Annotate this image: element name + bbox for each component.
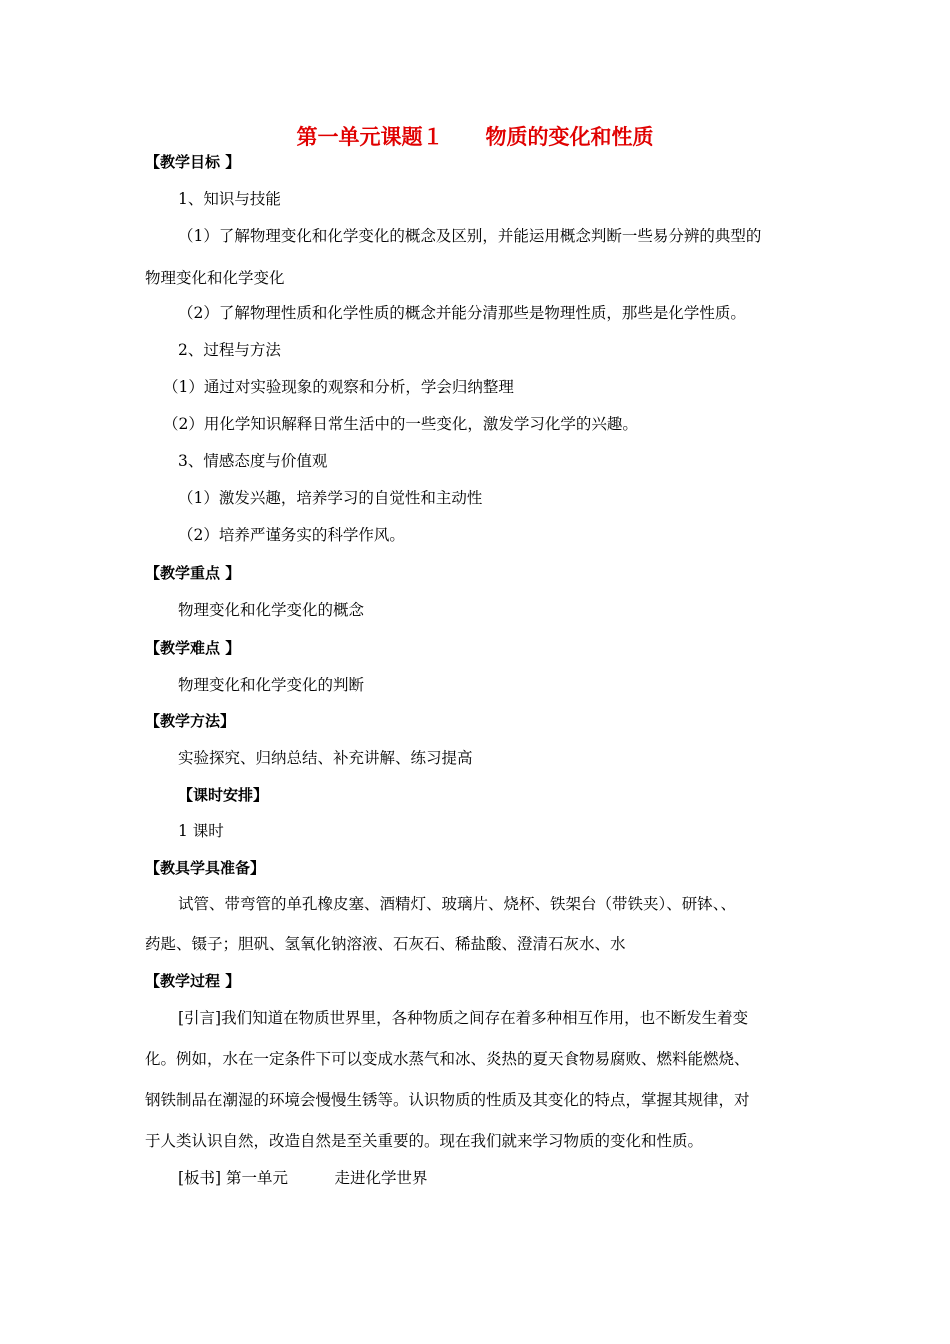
- difficulty-heading: 【教学难点 】: [145, 639, 241, 657]
- intro-line-1: [引言]我们知道在物质世界里，各种物质之间存在着多种相互作用，也不断发生着变: [178, 1009, 749, 1027]
- key-point-heading: 【教学重点 】: [145, 564, 241, 582]
- knowledge-item-1-line2: 物理变化和化学变化: [145, 269, 285, 287]
- emotion-item-2: （2）培养严谨务实的科学作风。: [178, 526, 405, 544]
- schedule-text: 1 课时: [178, 822, 224, 840]
- process-heading: 【教学过程 】: [145, 972, 241, 990]
- intro-line-3: 钢铁制品在潮湿的环境会慢慢生锈等。认识物质的性质及其变化的特点，掌握其规律，对: [145, 1091, 750, 1109]
- method-text: 实验探究、归纳总结、补充讲解、练习提高: [178, 749, 473, 767]
- intro-line-4: 于人类认识自然，改造自然是至关重要的。现在我们就来学习物质的变化和性质。: [145, 1132, 704, 1150]
- intro-line-2: 化。例如，水在一定条件下可以变成水蒸气和冰、炎热的夏天食物易腐败、燃料能燃烧、: [145, 1050, 750, 1068]
- objectives-heading: 【教学目标 】: [145, 153, 241, 171]
- difficulty-text: 物理变化和化学变化的判断: [178, 676, 365, 694]
- materials-line-2: 药匙、镊子；胆矾、氢氧化钠溶液、石灰石、稀盐酸、澄清石灰水、水: [145, 935, 626, 953]
- knowledge-item-2: （2）了解物理性质和化学性质的概念并能分清那些是物理性质，那些是化学性质。: [178, 304, 746, 322]
- materials-heading: 【教具学具准备】: [145, 859, 266, 877]
- materials-line-1: 试管、带弯管的单孔橡皮塞、酒精灯、玻璃片、烧杯、铁架台（带铁夹）、研钵、、: [178, 895, 737, 913]
- process-method-heading: 2、过程与方法: [178, 341, 281, 359]
- process-method-item-1: （1）通过对实验现象的观察和分析，学会归纳整理: [163, 378, 514, 396]
- emotion-item-1: （1）激发兴趣，培养学习的自觉性和主动性: [178, 489, 483, 507]
- process-method-item-2: （2）用化学知识解释日常生活中的一些变化，激发学习化学的兴趣。: [163, 415, 638, 433]
- board-text: [板书] 第一单元 走进化学世界: [178, 1169, 428, 1187]
- key-point-text: 物理变化和化学变化的概念: [178, 601, 365, 619]
- schedule-heading: 【课时安排】: [178, 786, 269, 804]
- method-heading: 【教学方法】: [145, 712, 236, 730]
- knowledge-item-1-line1: （1）了解物理变化和化学变化的概念及区别，并能运用概念判断一些易分辨的典型的: [178, 227, 762, 245]
- document-title: 第一单元课题１ 物质的变化和性质: [296, 124, 654, 149]
- emotion-heading: 3、情感态度与价值观: [178, 452, 328, 470]
- knowledge-heading: 1、知识与技能: [178, 190, 281, 208]
